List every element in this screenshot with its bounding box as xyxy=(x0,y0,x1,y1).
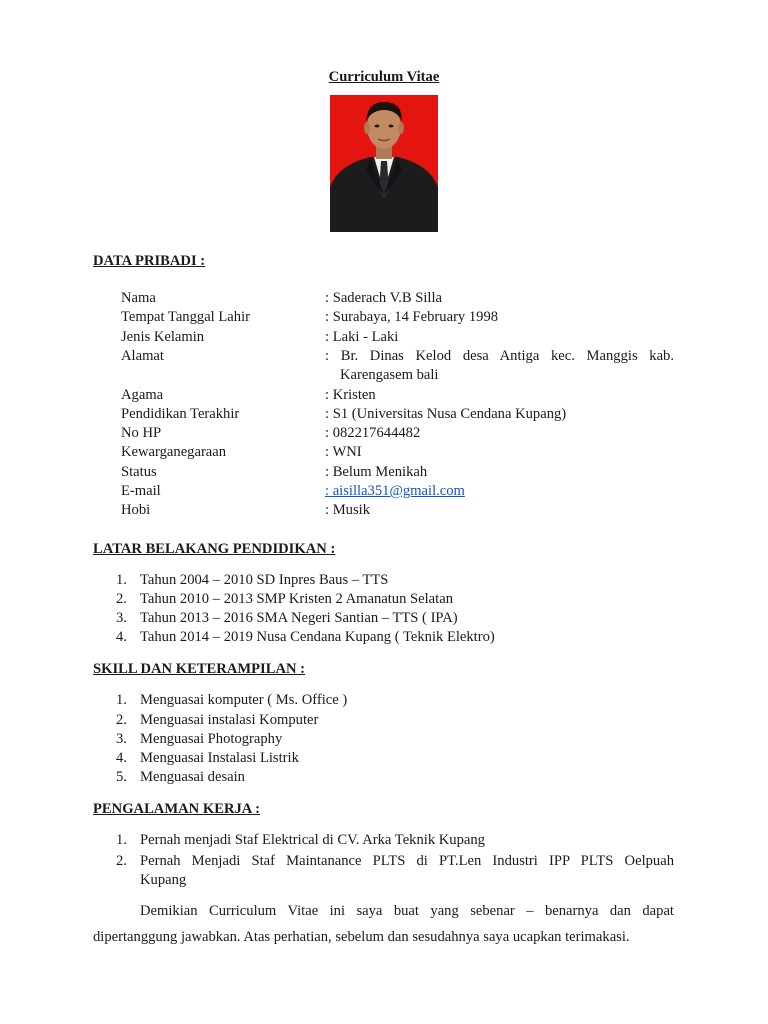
list-item-pendidikan: Tahun 2014 – 2019 Nusa Cendana Kupang ( Teknik Elektro) xyxy=(140,629,495,645)
list-item-skill: Menguasai desain xyxy=(140,769,245,785)
list-number: 2. xyxy=(116,591,127,607)
field-label-status: Status xyxy=(121,464,157,480)
field-value-nama: : Saderach V.B Silla xyxy=(325,290,443,306)
list-number: 3. xyxy=(116,731,127,747)
list-item-skill: Menguasai Instalasi Listrik xyxy=(140,750,299,766)
list-item-pengalaman: Pernah Menjadi Staf Maintanance PLTS di PT.Len Industri IPP PLTS Oelpuah xyxy=(140,853,674,869)
document-title: Curriculum Vitae xyxy=(328,69,440,85)
field-value-jenis-kelamin: : Laki - Laki xyxy=(325,329,399,345)
field-label-nama: Nama xyxy=(121,290,156,306)
field-value-email xyxy=(325,482,465,501)
field-value-no-hp: : 082217644482 xyxy=(325,425,421,441)
list-item-skill: Menguasai instalasi Komputer xyxy=(140,712,319,728)
field-label-pendidikan: Pendidikan Terakhir xyxy=(121,406,240,422)
field-label-agama: Agama xyxy=(121,387,164,403)
section-heading-pengalaman: PENGALAMAN KERJA : xyxy=(93,801,261,817)
list-item-pendidikan: Tahun 2013 – 2016 SMA Negeri Santian – TTS ( IPA) xyxy=(140,610,458,626)
field-value-pendidikan: : S1 (Universitas Nusa Cendana Kupang) xyxy=(325,406,567,422)
field-value-alamat: : Br. Dinas Kelod desa Antiga kec. Manggis kab. xyxy=(325,348,674,364)
list-item-skill: Menguasai komputer ( Ms. Office ) xyxy=(140,692,348,708)
field-label-email: E-mail xyxy=(121,483,161,499)
field-label-jenis-kelamin: Jenis Kelamin xyxy=(121,329,205,345)
list-item-skill: Menguasai Photography xyxy=(140,731,283,747)
field-value-kewarganegaraan: : WNI xyxy=(325,444,362,460)
list-item-pendidikan: Tahun 2004 – 2010 SD Inpres Baus – TTS xyxy=(140,572,389,588)
field-label-alamat: Alamat xyxy=(121,348,164,364)
list-number: 3. xyxy=(116,610,127,626)
field-value-alamat-line2: Karengasem bali xyxy=(340,367,439,383)
list-item-pengalaman-line2: Kupang xyxy=(140,872,187,888)
list-number: 4. xyxy=(116,629,127,645)
field-label-no-hp: No HP xyxy=(121,425,162,441)
profile-photo xyxy=(330,95,438,232)
field-value-ttl: : Surabaya, 14 February 1998 xyxy=(325,309,499,325)
field-value-hobi: : Musik xyxy=(325,502,371,518)
field-value-agama: : Kristen xyxy=(325,387,376,403)
list-number: 1. xyxy=(116,692,127,708)
field-label-ttl: Tempat Tanggal Lahir xyxy=(121,309,250,325)
list-item-pengalaman: Pernah menjadi Staf Elektrical di CV. Arka Teknik Kupang xyxy=(140,832,485,848)
list-item-pendidikan: Tahun 2010 – 2013 SMP Kristen 2 Amanatun Selatan xyxy=(140,591,453,607)
closing-paragraph: Demikian Curriculum Vitae ini saya buat yang sebenar – benarnya dan dapat dipertanggung jawabkan. Atas perhatian, sebelum dan sesudahnya saya ucapkan terimakasi. xyxy=(93,903,674,945)
email-link[interactable]: : xyxy=(325,483,333,499)
email-link-address[interactable]: aisilla351@gmail.com xyxy=(332,483,465,499)
list-number: 5. xyxy=(116,769,127,785)
section-heading-data-pribadi: DATA PRIBADI : xyxy=(93,253,206,269)
list-number: 1. xyxy=(116,572,127,588)
list-number: 2. xyxy=(116,712,127,728)
list-number: 4. xyxy=(116,750,127,766)
section-heading-pendidikan: LATAR BELAKANG PENDIDIKAN : xyxy=(93,541,336,557)
section-heading-skill: SKILL DAN KETERAMPILAN : xyxy=(93,661,306,677)
list-number: 1. xyxy=(116,832,127,848)
field-label-hobi: Hobi xyxy=(121,502,151,518)
field-label-kewarganegaraan: Kewarganegaraan xyxy=(121,444,227,460)
list-number: 2. xyxy=(116,853,127,869)
field-value-status: : Belum Menikah xyxy=(325,464,428,480)
